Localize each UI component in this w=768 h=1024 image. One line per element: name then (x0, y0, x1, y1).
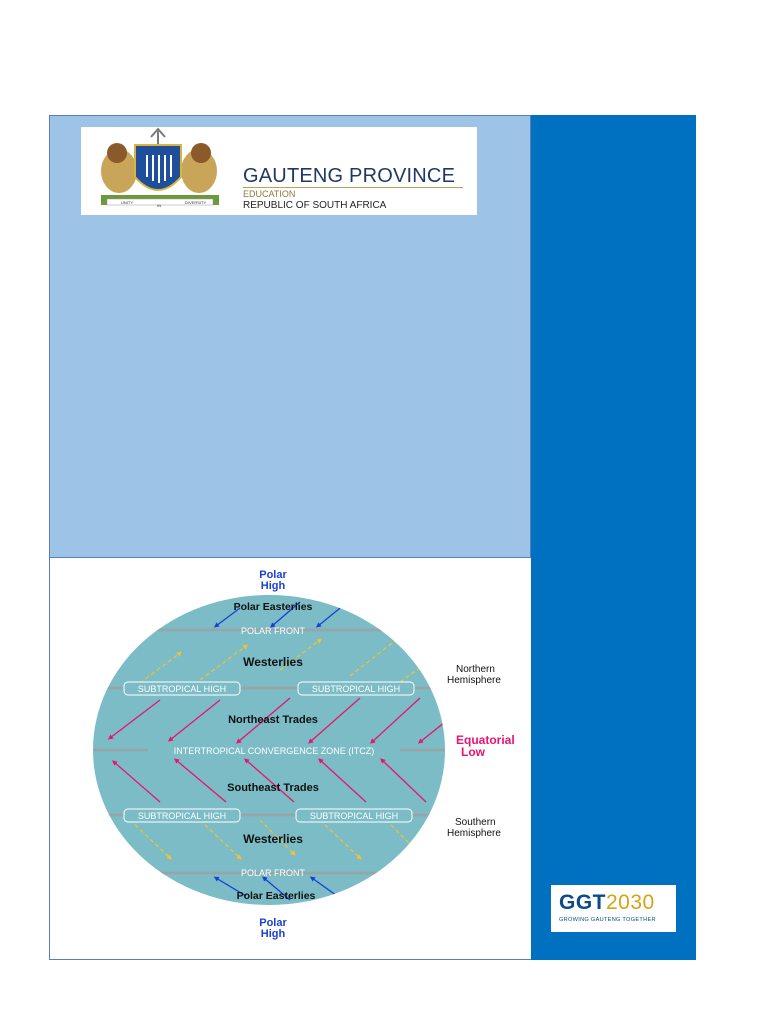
ggt-logo-main-a: GGT (559, 891, 606, 914)
gauteng-logo (81, 127, 477, 215)
cover-side-band (531, 115, 696, 960)
polar-easterlies-n-label: Polar Easterlies (233, 601, 313, 613)
north-polar-high-label-1: Polar (259, 569, 287, 581)
wind-belts-diagram (50, 558, 531, 959)
svg-text:IN: IN (157, 203, 161, 208)
northern-hemisphere-label-1: Northern (456, 664, 495, 675)
itcz-label: INTERTROPICAL CONVERGENCE ZONE (ITCZ) (173, 746, 375, 756)
polar-front-s-label: POLAR FRONT (240, 868, 306, 878)
equatorial-low-label-2: Low (461, 745, 485, 759)
logo-title: GAUTENG PROVINCE (243, 165, 456, 187)
southeast-trades-label: Southeast Trades (227, 782, 319, 794)
equatorial-low-label-1: Equatorial (456, 733, 515, 747)
ggt2030-logo (551, 885, 676, 932)
northeast-trades-label: Northeast Trades (228, 714, 318, 726)
ggt-logo-main-b: 2030 (606, 891, 655, 914)
ggt-logo-tagline: GROWING GAUTENG TOGETHER (559, 917, 656, 923)
coat-of-arms-icon (81, 127, 241, 215)
subtropical-high-ne-label: SUBTROPICAL HIGH (311, 684, 401, 694)
svg-text:UNITY: UNITY (121, 200, 133, 205)
svg-text:DIVERSITY: DIVERSITY (185, 200, 207, 205)
westerlies-s-label: Westerlies (243, 832, 303, 846)
polar-front-n-label: POLAR FRONT (240, 626, 306, 636)
southern-hemisphere-label-2: Hemisphere (447, 828, 501, 839)
south-polar-high-label-1: Polar (259, 917, 287, 929)
logo-rule (243, 187, 463, 188)
north-polar-high-label-2: High (260, 580, 286, 592)
subtropical-high-sw-label: SUBTROPICAL HIGH (137, 811, 227, 821)
polar-easterlies-s-label: Polar Easterlies (236, 890, 316, 902)
westerlies-n-label: Westerlies (243, 655, 303, 669)
logo-subtitle: EDUCATION (243, 189, 296, 199)
subtropical-high-se-label: SUBTROPICAL HIGH (309, 811, 399, 821)
south-polar-high-label-2: High (260, 928, 286, 940)
logo-country: REPUBLIC OF SOUTH AFRICA (243, 200, 387, 211)
subtropical-high-nw-label: SUBTROPICAL HIGH (137, 684, 227, 694)
southern-hemisphere-label-1: Southern (455, 817, 496, 828)
northern-hemisphere-label-2: Hemisphere (447, 675, 501, 686)
